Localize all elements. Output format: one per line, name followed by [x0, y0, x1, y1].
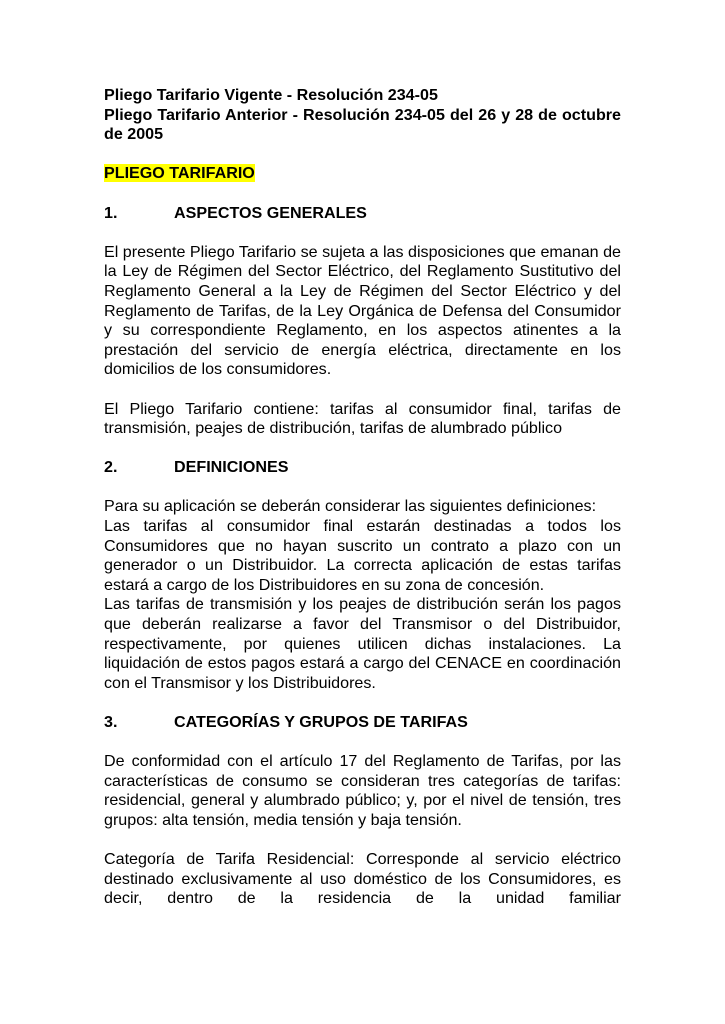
section-heading-3: [104, 713, 621, 733]
section-heading-2: [104, 458, 621, 478]
section-title: CATEGORÍAS Y GRUPOS DE TARIFAS: [174, 713, 468, 731]
section-number: 3.: [104, 713, 118, 731]
document-title-highlight: PLIEGO TARIFARIO: [104, 164, 255, 183]
header-current-resolution: Pliego Tarifario Vigente - Resolución 234-05: [104, 86, 438, 104]
paragraph: Las tarifas al consumidor final estarán destinadas a todos los Consumidores que no hayan suscrito un contrato a plazo con un generador o un Distribuidor. La correcta aplicación de estas tarifas estará a cargo de los Distribuidores en su zona de concesión.: [104, 517, 621, 594]
paragraph: Las tarifas de transmisión y los peajes de distribución serán los pagos que deberán realizarse a favor del Transmisor o del Distribuidor, respectivamente, por quienes utilicen dichas instalaciones. La liquidación de estos pagos estará a cargo del CENACE en coordinación con el Transmisor y los Distribuidores.: [104, 595, 621, 692]
paragraph: Para su aplicación se deberán considerar las siguientes definiciones:: [104, 497, 597, 516]
section-number: 1.: [104, 203, 118, 222]
document-page: [104, 86, 621, 909]
header-previous-resolution: Pliego Tarifario Anterior - Resolución 234-05 del 26 y 28 de octubre de 2005: [104, 105, 621, 144]
document-title: [104, 164, 621, 184]
section-title: DEFINICIONES: [174, 458, 289, 477]
paragraph: De conformidad con el artículo 17 del Reglamento de Tarifas, por las características de consumo se consideran tres categorías de tarifas: residencial, general y alumbrado público; y, por el nivel de tensión, tres grupos: alta tensión, media tensión y baja tensión.: [104, 752, 621, 829]
section-title: ASPECTOS GENERALES: [174, 203, 367, 222]
paragraph: El Pliego Tarifario contiene: tarifas al consumidor final, tarifas de transmisión, peajes de distribución, tarifas de alumbrado público: [104, 399, 621, 438]
paragraph: El presente Pliego Tarifario se sujeta a las disposiciones que emanan de la Ley de Régimen del Sector Eléctrico, del Reglamento Sustitutivo del Reglamento General a la Ley de Régimen del Sector Eléctrico y del Reglamento de Tarifas, de la Ley Orgánica de Defensa del Consumidor y su correspondiente Reglamento, en los aspectos atinentes a la prestación del servicio de energía eléctrica, directamente en los domicilios de los consumidores.: [104, 242, 621, 379]
section-heading-1: [104, 204, 621, 224]
paragraph: Categoría de Tarifa Residencial: Corresponde al servicio eléctrico destinado exclusivamente al uso doméstico de los Consumidores, es decir, dentro de la residencia de la unidad familiar: [104, 850, 621, 908]
section-number: 2.: [104, 458, 118, 477]
